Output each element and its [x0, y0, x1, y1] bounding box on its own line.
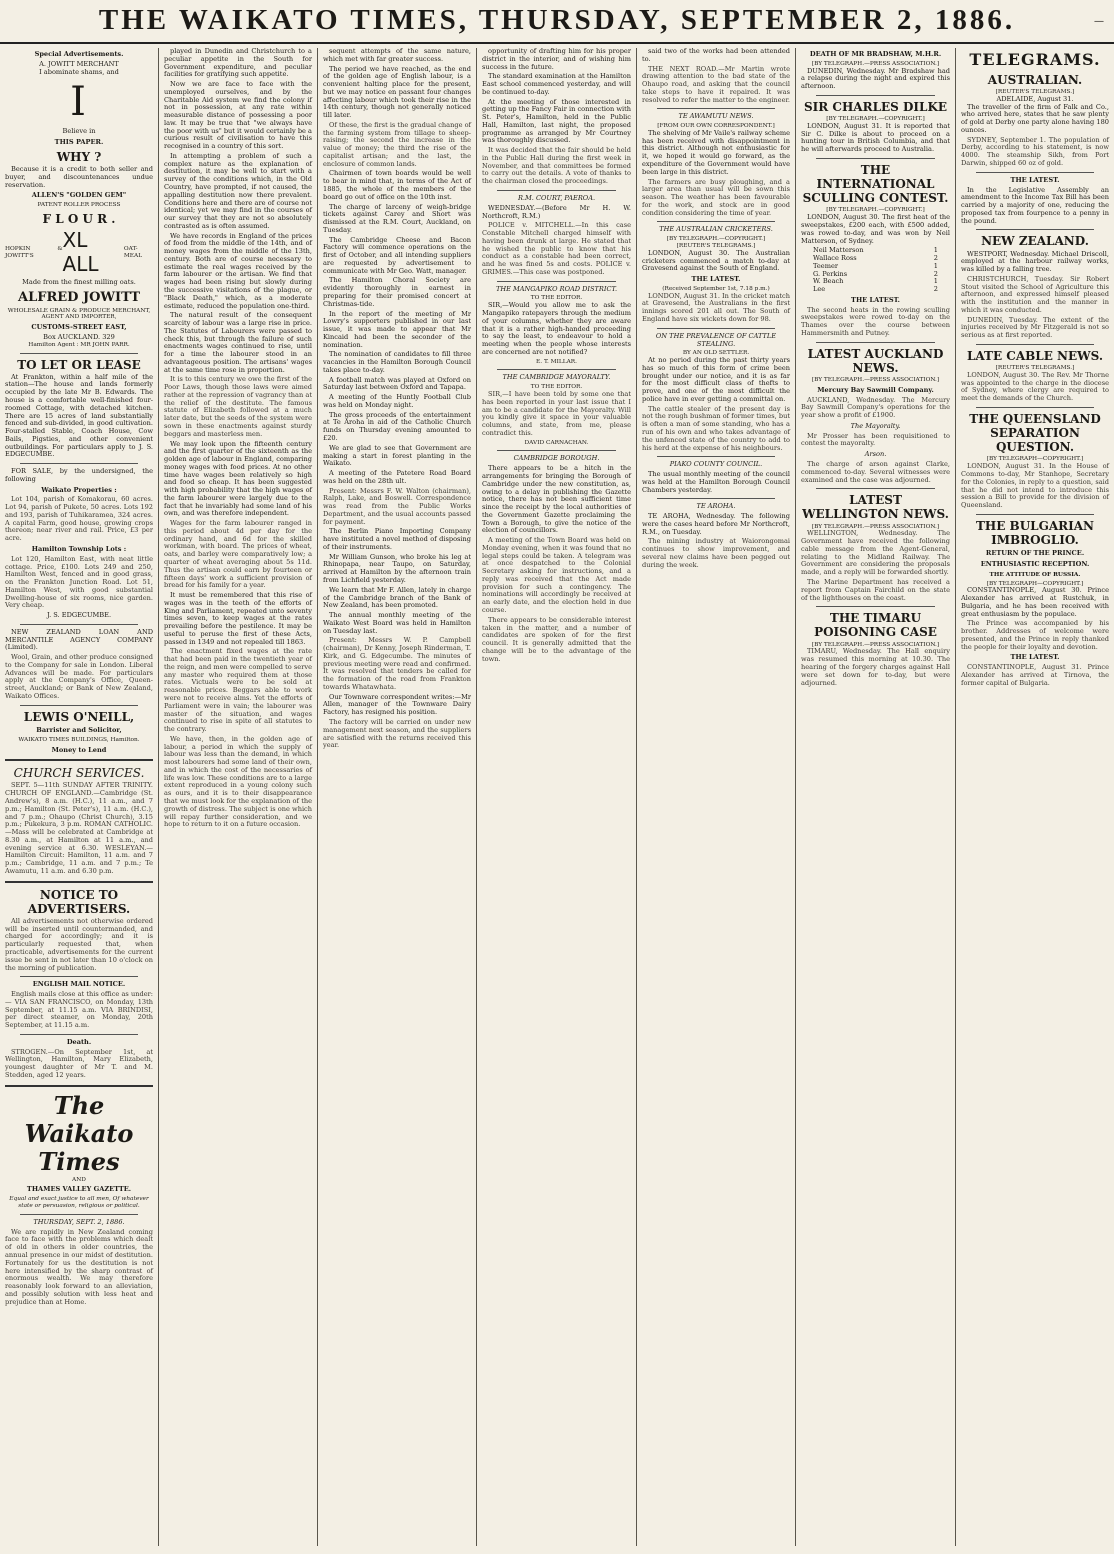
heat-results: [801, 247, 950, 294]
timaru-heading: THE TIMARU POISONING CASE: [814, 611, 937, 640]
thames-valley: THAMES VALLEY GAZETTE.: [26, 1185, 132, 1194]
to-let-body: At Frankton, within a half mile of the station—The house and lands formerly occupied by the late Mr B. Edwards. The house is a comfortable well-finished four-roomed Cottage, with detached kitchen. There are 15 acres of land substantially fenced and sub-divided, in good cultivation. Four-stalled Stable, Coach House, Cow Bails, Pigsties, and other convenient outbuildings. For particulars apply to J. S. EDGECUMBE.: [5, 372, 153, 459]
latest-heading: THE LATEST.: [851, 295, 900, 304]
press-association-2: [BY TELEGRAPH.—PRESS ASSOCIATION.]: [811, 377, 940, 384]
believe-in: Believe in: [62, 127, 96, 136]
why-heading: WHY ?: [56, 150, 102, 165]
money-to-lend: Money to Lend: [51, 745, 107, 754]
latest-heading-2: THE LATEST.: [1010, 653, 1060, 662]
news-berlin: The Berlin Piano Importing Company have instituted a novel method of disposing of their instruments.: [323, 527, 471, 551]
col4-lead: opportunity of drafting him for his proper district in the interior, and of wishing him success in the future.: [482, 48, 631, 71]
sculling-body: LONDON, August 30. The first heat of the sweepstakes, £200 each, with £500 added, was rowed to-day, and was won by Neil Matterson, of Sydney.: [801, 213, 950, 245]
wholesale: WHOLESALE GRAIN & PRODUCE MERCHANT,: [7, 307, 151, 314]
editorial-para-f: It must be remembered that this rise of wages was in the teeth of the efforts of King and Parliament, repeated unto seventy times seven, to keep wages at the rates prevailing before the pestilence. It may be useful to peruse the first of these Acts, passed in 1349 and not repealed till 1863.: [164, 591, 312, 646]
news-charge: The charge of larceny of weigh-bridge tickets against Carey and Short was dismissed at the R.M. Court, Auckland, on Tuesday.: [323, 202, 471, 234]
reuters-line: [REUTER'S TELEGRAMS.]: [676, 242, 756, 249]
mayoralty-heading: The Mayoralty.: [850, 421, 901, 430]
new-zealand-body: WESTPORT, Wednesday. Michael Driscoll, employed at the harbour railway works, was killed by a falling tree.: [961, 249, 1109, 274]
patent-roller: PATENT ROLLER PROCESS: [37, 202, 121, 209]
cricketers-heading: THE AUSTRALIAN CRICKETERS.: [659, 225, 773, 234]
sculler-position: 1: [933, 277, 938, 286]
divider: [657, 456, 775, 457]
reuters-1: [REUTER'S TELEGRAMS.]: [995, 89, 1075, 96]
divider: [976, 514, 1094, 515]
editorial-para-d: The natural result of the consequent scarcity of labour was a large rise in price. The Statutes of Labourers were passed to check this, but through the failure of such enactments wages continued to rise, until for a time the labourer stood in an advantageous position. The artisans' wages at the same time rose in proportion.: [164, 311, 312, 374]
divider: [976, 407, 1094, 408]
flag-and: AND: [72, 1176, 86, 1183]
news-football: A football match was played at Oxford on Saturday last between Oxford and Tapapa.: [323, 375, 471, 392]
sculler-position: 1: [933, 246, 938, 255]
sculling-heading: THE INTERNATIONAL SCULLING CONTEST.: [802, 162, 949, 206]
piako-heading: PIAKO COUNTY COUNCIL.: [669, 460, 763, 469]
sculler-name: G. Perkins: [813, 269, 848, 278]
prevalence-heading: ON THE PREVALENCE OF CATTLE STEALING.: [655, 331, 777, 348]
press-association-3: [BY TELEGRAPH.—PRESS ASSOCIATION.]: [811, 523, 940, 530]
double-divider: [5, 881, 153, 883]
copyright-4: [BY TELEGRAPH—COPYRIGHT.]: [986, 580, 1084, 587]
latest-heading-1: THE LATEST.: [1010, 175, 1060, 184]
reuters-2: [REUTER'S TELEGRAMS.]: [995, 365, 1075, 372]
news-annual: The annual monthly meeting of the Waikato West Board was held in Hamilton on Tuesday last.: [323, 611, 471, 635]
auckland-news-heading: LATEST AUCKLAND NEWS.: [807, 346, 944, 375]
editorial-para-e: We may look upon the fifteenth century and the first quarter of the sixteenth as the golden age of labour in England, comparing money wages with food prices. At no other time have wages been relatively so high and food so cheap. It has been suggested with high probability that the high wages of the farm labourer were largely due to the fact that he invariably had some land of his own, and was therefore independent.: [164, 439, 312, 518]
sculler-name: W. Beach: [813, 277, 844, 286]
divider: [816, 342, 935, 343]
made-from: Made from the finest milling oats.: [22, 278, 136, 287]
xl-left: HOPKIN & JOWITT'S: [5, 245, 63, 259]
column-4-local-news: opportunity of drafting him for his proper district in the interior, and of wishing him success in the future. The standard examination at the Hamilton East school commenced yesterday, and will be continued to-day. At the meeting of those interested in getting up the Fancy Fair in connection with St. Peter's, Hamilton, held in the Public Hall, Hamilton, last night, the proposed programme as arranged by Mr Courtney was thoroughly discussed. It was decided that the fair should be held in the Public Hall during the first week in November, and that committees be formed to carry out the details. A vote of thanks to the chairman closed the proceedings. R.M. COURT, PAEROA. WEDNESDAY.—(Before Mr H. W. Northcroft, R.M.) POLICE v. MITCHELL.—In this case Constable Mitchell charged himself with having been drunk at large. He stated that he wished the public to know that his conduct as a constable had been correct, and he was fined 5s and costs. POLICE v. GRIMES.—This case was postponed. THE MANGAPIKO ROAD DISTRICT. TO THE EDITOR. SIR,—Would you allow me to ask the Mangapiko ratepayers through the medium of your columns, whether they are aware that it is a rather high-handed proceeding to say the least, to endeavour to hold a meeting when the people whose interests are concerned are not notified? E. T. MILLAR. THE CAMBRIDGE MAYORALTY. TO THE EDITOR. SIR,—I have been told by some one that has been reported in your last issue that I am to be a candidate for the Mayoralty. Will you kindly give it space in your valuable columns, and state, from me, please contradict this. DAVID CARNACHAN. CAMBRIDGE BOROUGH. There appears to be a hitch in the arrangements for bringing the Borough of Cambridge under the new constitution, as, owing to a delay in publishing the Gazette notice, there has not been sufficient time since the receipt by the local authorities of the Government Gazette proclaiming the Town a Borough, to give the notice of the election of councillors. A meeting of the Town Board was held on Monday evening, when it was found that no legal steps could be taken. A telegram was at once despatched to the Colonial Secretary asking for instructions, and a reply was received that the Act made provision for such a contingency. The nominations will accordingly be received at an early date, and the election held in due course. There appears to be considerable interest taken in the matter, and a number of candidates are spoken of for the first council. It is generally admitted that the change will be to the advantage of the town.: [482, 48, 631, 663]
prevalence-body: At no period during the past thirty years has so much of this form of crime been brought under our notice, and it is as far for the most difficult class of thefts to prove, and one of the most difficult the police have in ever getting a committal on.: [642, 356, 790, 403]
mercury-heading: Mercury Bay Sawmill Company.: [817, 385, 934, 394]
news-forest: We are glad to see that Government are making a start in forest planting in the Waikato.: [323, 443, 471, 468]
col3-lead: sequent attempts of the same nature, which met with far greater success.: [323, 48, 471, 63]
this-paper: THIS PAPER.: [54, 138, 104, 147]
special-ads-heading: Special Advertisements.: [34, 50, 124, 58]
grain-intro: Because it is a credit to both seller and buyer, and discountenances undue reservation.: [5, 165, 153, 189]
for-sale: FOR SALE, by the undersigned, the following: [5, 467, 153, 483]
agent-importer: AGENT AND IMPORTER,: [41, 314, 117, 321]
heat-result-row: [813, 286, 938, 294]
editorial-para-b: In attempting a problem of such a complex nature as the explanation of destitution, it may be well to start with a survey of the conditions which, in the Old Country, have prompted, if not caused, the appalling destitution now there prevalent. Conditions here and there are of course not identical; yet we may find in the courses of our survey that they are not so absolutely contrasted as is often assumed.: [164, 151, 312, 230]
news-gross: The gross proceeds of the entertainment at Te Aroha in aid of the Catholic Church funds on Thursday evening amounted to £20.: [323, 410, 471, 442]
masthead-title: THE WAIKATO TIMES, THURSDAY, SEPTEMBER 2, 1886.: [98, 4, 1016, 36]
enthusiastic-reception: ENTHUSIASTIC RECEPTION.: [980, 559, 1090, 568]
news-patetere: A meeting of the Patetere Road Board was held on the 28th ult.: [323, 469, 471, 485]
death-heading: Death.: [66, 1037, 92, 1046]
copyright-3: [BY TELEGRAPH—COPYRIGHT.]: [986, 456, 1084, 463]
dilke-body: LONDON, August 31. It is reported that Sir C. Dilke is about to proceed on a hunting tour in British Columbia, and that he will afterwards proceed to Australia.: [801, 121, 950, 154]
adelaide-dateline: ADELAIDE, August 31.: [996, 94, 1074, 103]
old-settler: BY AN OLD SETTLER.: [682, 350, 750, 357]
bradshaw-body: DUNEDIN, Wednesday. Mr Bradshaw had a relapse during the night and expired this afternoon.: [801, 66, 950, 91]
sculler-name: Wallace Ross: [813, 254, 857, 263]
cricket-body: LONDON, August 30. The Australian cricketers commenced a match to-day at Gravesend against the South of England.: [642, 248, 790, 273]
news-allen: We learn that Mr F. Allen, lately in charge of the Cambridge branch of the Bank of New Zealand, has been promoted.: [323, 585, 471, 610]
column-3-local-news: sequent attempts of the same nature, which met with far greater success. The period we have reached, as the end of the golden age of English labour, is a convenient halting place for the present, but we may notice en passant four changes affecting labour which took their rise in the 14th century, though not generally noticed till later. Of these, the first is the gradual change of the farming system from tillage to sheep-raising; the second the increase in the value of money; the third the rise of the capitalist artisan; and the last, the enclosure of common lands. Chairmen of town boards would be well to bear in mind that, in terms of the Act of 1885, the whole of the members of the board go out of office on the 10th inst. The charge of larceny of weigh-bridge tickets against Carey and Short was dismissed at the R.M. Court, Auckland, on Tuesday. The Cambridge Cheese and Bacon Factory will commence operations on the first of October, and all intending suppliers are requested by advertisement to communicate with Mr Geo. Watt, manager. The Hamilton Choral Society are evidently thoroughly in earnest in preparing for their promised concert at Christmas-tide. In the report of the meeting of Mr Lowry's supporters published in our last issue, it was made to appear that Mr Kincaid had been the seconder of the nomination. The nomination of candidates to fill three vacancies in the Hamilton Borough Council takes place to-day. A football match was played at Oxford on Saturday last between Oxford and Tapapa. A meeting of the Huntly Football Club was held on Monday night. The gross proceeds of the entertainment at Te Aroha in aid of the Catholic Church funds on Thursday evening amounted to £20. We are glad to see that Government are making a start in forest planting in the Waikato. A meeting of the Patetere Road Board was held on the 28th ult. Present: Messrs F. W. Walton (chairman), Ralph, Lake, and Boswell. Correspondence was read from the Public Works Department, and the usual accounts passed for payment. The Berlin Piano Importing Company have instituted a novel method of disposing of their instruments. Mr William Gunson, who broke his leg at Rhinopapa, near Taupo, on Saturday, arrived at Hamilton by the afternoon train from Lichfield yesterday. We learn that Mr F. Allen, lately in charge of the Cambridge branch of the Bank of New Zealand, has been promoted. The annual monthly meeting of the Waikato West Board was held in Hamilton on Tuesday last. Present: Messrs W. P. Campbell (chairman), Dr Kenny, Joseph Rinderman, T. Kirk, and G. Edgecumbe. The minutes of previous meeting were read and confirmed. It was resolved that tenders be called for the formation of the road from Frankton towards Whatawhata. Our Townware correspondent writes:—Mr Allen, manager of the Townware Dairy Factory, has resigned his position. The factory will be carried on under new management next season, and the suppliers are satisfied with the returns received this year.: [323, 48, 471, 750]
rm-court-heading: R.M. COURT, PAEROA.: [517, 194, 596, 203]
mangapiko-heading: THE MANGAPIKO ROAD DISTRICT.: [495, 284, 618, 293]
divider: [657, 498, 775, 499]
customs-street: CUSTOMS-STREET EAST,: [31, 323, 127, 332]
xl-all-ad: [5, 229, 153, 276]
column-2-editorial: played in Dunedin and Christchurch to a peculiar appetite in the South for Government expenditure, and peculiar facilities for gratifying such appetite. Now we are face to face with the unemployed ourselves, and by the Charitable Aid system we find the colony if not in possession, at any rate within measurable distance of possessing a poor law. It may be true that "we always have the poor with us" but it would certainly be a curious result of civilisation to have this recognised in a country of this sort. In attempting a problem of such a complex nature as the explanation of destitution, it may be well to start with a survey of the conditions which, in the Old Country, have prompted, if not caused, the appalling destitution now there prevalent. Conditions here and there are of course not identical; yet we may find in the courses of our survey that they are not so absolutely contrasted as is often assumed. We have records in England of the prices of food from the middle of the 14th, and of money wages from the middle of the 13th, century. Both are of course necessary to estimate the real wages received by the farm labourer or the artisan. We find that wages had been rising but slowly during the successive visitations of the plague, or "Black Death," which, as a moderate estimate, reduced the population one-third. The natural result of the consequent scarcity of labour was a large rise in price. The Statutes of Labourers were passed to check this, but through the failure of such enactments wages continued to rise, until for a time the labourer stood in an advantageous position. The artisans' wages at the same time rose in proportion. It is to this century we owe the first of the Poor Laws, though those laws were aimed rather at the repression of vagrancy than at the relief of the destitute. The famous statute of Elizabeth followed at a much later date, but the seeds of the system were sown in these enactments against sturdy beggars and masterless men. We may look upon the fifteenth century and the first quarter of the sixteenth as the golden age of labour in England, comparing money wages with food prices. At no other time have wages been relatively so high and food so cheap. It has been suggested with high probability that the high wages of the farm labourer were largely due to the fact that he invariably had some land of his own, and was therefore independent. Wages for the farm labourer ranged in this period about 4d per day for the ordinary hand, and 6d for the skilled workman, with board. The prices of wheat, oats, and barley were comparatively low; a quarter of wheat averaging about 5s 11d. Thus the artisan could earn by fourteen or fifteen days' work a sufficient provision of bread for his family for a year. It must be remembered that this rise of wages was in the teeth of the efforts of King and Parliament, repeated unto seventy times seven, to keep wages at the rates prevailing before the pestilence. It may be useful to peruse the first of these Acts, passed in 1349 and not repealed till 1863. The enactment fixed wages at the rate that had been paid in the twentieth year of the reign, and men were compelled to serve any master who required them at those rates. Victuals were to be sold at reasonable prices. Beggars able to work were not to receive alms. Yet the efforts of Parliament were in vain; the labourer was master of the situation, and wages continued to rise in spite of all statutes to the contrary. We have, then, in the golden age of labour, a period in which the supply of labour was less than the demand, in which most labourers had some land of their own, and in which the cost of the necessaries of life was low. These conditions are to a large extent reproduced in a young colony such as ours, and it is to their disappearance that we must look for the explanation of the growth of distress. The subject is one which will repay further consideration, and we hope to return to it on a future occasion.: [164, 48, 312, 829]
bulgarian-heading: THE BULGARIAN IMBROGLIO.: [975, 518, 1095, 548]
copyright-1: [BY TELEGRAPH.—COPYRIGHT.]: [826, 116, 925, 123]
english-mail-notice: ENGLISH MAIL NOTICE.: [32, 980, 126, 989]
sculler-position: 2: [933, 269, 938, 278]
divider: [497, 190, 616, 191]
sculler-name: Lee: [813, 285, 826, 294]
divider: [816, 606, 935, 607]
box-auckland: Box AUCKLAND. 329: [43, 332, 115, 341]
col3-para-a: The period we have reached, as the end of the golden age of English labour, is a convenient halting place for the present, but we may notice en passant four changes affecting labour which took their rise in the 14th century, though not generally noticed till later.: [323, 64, 471, 120]
divider: [657, 328, 775, 329]
divider: [976, 344, 1094, 345]
double-divider: [5, 1085, 153, 1087]
signature-carnachan: DAVID CARNACHAN.: [524, 439, 589, 446]
column-6-telegraph: DEATH OF MR BRADSHAW, M.H.R. [BY TELEGRAPH.—PRESS ASSOCIATION.] DUNEDIN, Wednesday. Mr Bradshaw had a relapse during the night and expired this afternoon. SIR CHARLES DILKE [BY TELEGRAPH.—COPYRIGHT.] LONDON, August 31. It is reported that Sir C. Dilke is about to proceed on a hunting tour in British Columbia, and that he will afterwards proceed to Australia. THE INTERNATIONAL SCULLING CONTEST. [BY TELEGRAPH.—COPYRIGHT.] LONDON, August 30. The first heat of the sweepstakes, £200 each, with £500 added, was rowed to-day, and was won by Neil Matterson, of Sydney. Neil Matterson 1 Wallace Ross 2 Teemer 1 G. Perkins 2 W. Beach 1 Lee 2 THE LATEST. The second heats in the rowing sculling sweepstakes were rowed to-day on the Thames over the course between Hammersmith and Putney. LATEST AUCKLAND NEWS. [BY TELEGRAPH.—PRESS ASSOCIATION.] Mercury Bay Sawmill Company. AUCKLAND, Wednesday. The Mercury Bay Sawmill Company's operations for the year show a profit of £1900. The Mayoralty. Mr Prosser has been requisitioned to contest the mayoralty. Arson. The charge of arson against Clarke, commenced to-day. Several witnesses were examined and the case was adjourned. LATEST WELLINGTON NEWS. [BY TELEGRAPH.—PRESS ASSOCIATION.] WELLINGTON, Wednesday. The Government have received the following cable message from the Agent-General, relating to the Midland Railway. The Government are considering the proposals made, and a reply will be forwarded shortly. The Marine Department has received a report from Captain Fairchild on the state of the lighthouses on the coast. THE TIMARU POISONING CASE [BY TELEGRAPH.—PRESS ASSOCIATION.] TIMARU, Wednesday. The Hall enquiry was resumed this morning at 10.30. The hearing of the forgery charges against Hall were set down for to-day, but were adjourned.: [801, 50, 950, 687]
motto: Equal and exact justice to all men, Of whatever state or persuasion, religious or political.: [9, 1196, 149, 1210]
masthead: [0, 0, 1114, 44]
divider: [20, 463, 138, 464]
news-huntly-club: A meeting of the Huntly Football Club was held on Monday night.: [323, 393, 471, 409]
news-gunson: Mr William Gunson, who broke his leg at Rhinopapa, near Taupo, on Saturday, arrived at Hamilton by the afternoon train from Lichfield yesterday.: [323, 552, 471, 584]
divider: [20, 1034, 138, 1035]
wellington-news-heading: LATEST WELLINGTON NEWS.: [802, 493, 949, 522]
xl-all: XL ALL: [62, 228, 99, 276]
news-exam: The standard examination at the Hamilton East school commenced yesterday, and will be continued to-day.: [482, 72, 631, 96]
column-7-cable-telegrams: TELEGRAMS. AUSTRALIAN. [REUTER'S TELEGRAMS.] ADELAIDE, August 31. The traveller of the firm of Falk and Co., who arrived here, states that he saw plenty of gold at Derby one party alone having 180 ounces. SYDNEY, September 1. The population of Derby, according to his statement, is now 4000. The steamship Sikh, from Port Darwin, shipped 60 oz of gold. THE LATEST. In the Legislative Assembly an amendment to the Income Tax Bill has been carried by a majority of one, reducing the proposed tax from fourpence to a penny in the pound. NEW ZEALAND. WESTPORT, Wednesday. Michael Driscoll, employed at the harbour railway works, was killed by a falling tree. CHRISTCHURCH, Tuesday. Sir Robert Stout visited the School of Agriculture this afternoon, and expressed himself pleased with the institution and the manner in which it was conducted. DUNEDIN, Tuesday. The extent of the injuries received by Mr Fitzgerald is not so serious as at first reported. LATE CABLE NEWS. [REUTER'S TELEGRAMS.] LONDON, August 30. The Rev. Mr Thorne was appointed to the charge in the diocese of Sydney, where clergy are required to meet the demands of the Church. THE QUEENSLAND SEPARATION QUESTION. [BY TELEGRAPH—COPYRIGHT.] LONDON, August 31. In the House of Commons to-day, Mr Stanhope, Secretary for the Colonies, in reply to a question, said that he did not intend to introduce this session a Bill to provide for the division of Queensland. THE BULGARIAN IMBROGLIO. RETURN OF THE PRINCE. ENTHUSIASTIC RECEPTION. THE ATTITUDE OF RUSSIA. [BY TELEGRAPH—COPYRIGHT.] CONSTANTINOPLE, August 30. Prince Alexander has arrived at Rustchuk, in Bulgaria, and he has been received with great enthusiasm by the populace. The Prince was accompanied by his brother. Addresses of welcome were presented, and the Prince in reply thanked the people for their loyalty and devotion. THE LATEST. CONSTANTINOPLE, August 31. Prince Alexander has arrived at Tirnova, the former capital of Bulgaria.: [961, 50, 1109, 687]
divider: [657, 108, 775, 109]
divider: [20, 705, 138, 706]
heat-result-row: [813, 278, 938, 286]
sculler-position: 2: [933, 285, 938, 294]
telegrams-heading: TELEGRAMS.: [969, 50, 1101, 69]
divider: [20, 353, 138, 354]
hamilton-township: Hamilton Township Lots :: [31, 544, 127, 553]
editorial-para-c: We have records in England of the prices of food from the middle of the 14th, and of money wages from the middle of the 13th, century. Both are of course necessary to estimate the real wages received by the farm labourer or the artisan. We find that wages had been rising but slowly during the successive visitations of the plague, or "Black Death," which, as a moderate estimate, reduced the population one-third.: [164, 231, 312, 310]
signature-millar: E. T. MILLAR.: [536, 358, 577, 365]
late-cable-heading: LATE CABLE NEWS.: [966, 348, 1104, 363]
sculler-name: Teemer: [813, 261, 838, 270]
divider: [20, 624, 138, 625]
news-townware: Our Townware correspondent writes:—Mr Allen, manager of the Townware Dairy Factory, has resigned his position.: [323, 692, 471, 717]
notice-advertisers: NOTICE TO ADVERTISERS.: [27, 887, 131, 916]
piako-body: The usual monthly meeting of the council was held at the Hamilton Borough Council Chambers yesterday.: [642, 470, 790, 494]
latest-body: In the Legislative Assembly an amendment to the Income Tax Bill has been carried by a majority of one, reducing the proposed tax from fourpence to a penny in the pound.: [961, 185, 1109, 225]
news-report: In the report of the meeting of Mr Lowry's supporters published in our last issue, it was made to appear that Mr Kincaid had been the seconder of the nomination.: [323, 309, 471, 349]
news-cambridge-cheese: The Cambridge Cheese and Bacon Factory will commence operations on the first of October, and all intending suppliers are requested by advertisement to communicate with Mr Geo. Watt, manager.: [323, 235, 471, 275]
big-i-letter: I: [70, 79, 88, 126]
divider: [816, 488, 935, 489]
church-heading: CHURCH SERVICES.: [13, 766, 145, 781]
te-aroha-body: TE AROHA, Wednesday. The following were the cases heard before Mr Northcroft, R.M., on Tuesday.: [642, 512, 790, 536]
waikato-properties: Waikato Properties :: [41, 485, 117, 494]
mangapiko-letter: SIR,—Would you allow me to ask the Mangapiko ratepayers through the medium of your columns, whether they are aware that it is a rather high-handed proceeding to say the least, to endeavour to hold a meeting when the people whose interests are concerned are not notified?: [482, 301, 631, 356]
col5-lead: said two of the works had been attended to.: [642, 48, 790, 63]
column-5-district-news: said two of the works had been attended to. THE NEXT ROAD.—Mr Martin wrote drawing attention to the bad state of the Ohaupo road, and asking that the council take steps to have it repaired. It was resolved to refer the matter to the engineer. TE AWAMUTU NEWS. [FROM OUR OWN CORRESPONDENT.] The shelving of Mr Vaile's railway scheme has been received with disappointment in this district. Although not enthusiastic for it, we hoped it would go forward, as the expenditure of the Government would have been large in this district. The farmers are busy ploughing, and a larger area than usual will be sown this season. The weather has been favourable for the work, and stock are in good condition considering the time of year. THE AUSTRALIAN CRICKETERS. [BY TELEGRAPH.—COPYRIGHT.] [REUTER'S TELEGRAMS.] LONDON, August 30. The Australian cricketers commenced a match to-day at Gravesend against the South of England. THE LATEST. (Received September 1st, 7.18 p.m.) LONDON, August 31. In the cricket match at Gravesend, the Australians in the first innings scored 201 all out. The South of England have six wickets down for 98. ON THE PREVALENCE OF CATTLE STEALING. BY AN OLD SETTLER. At no period during the past thirty years has so much of this form of crime been brought under our notice, and it is as far for the most difficult class of thefts to prove, and one of the most difficult the police have in ever getting a committal on. The cattle stealer of the present day is not the rough bushman of former times, but is often a man of some standing, who has a run of his own and who takes advantage of the unfenced state of the country to add to his herd at the expense of his neighbours. PIAKO COUNTY COUNCIL. The usual monthly meeting of the council was held at the Hamilton Borough Council Chambers yesterday. TE AROHA. TE AROHA, Wednesday. The following were the cases heard before Mr Northcroft, R.M., on Tuesday. The mining industry at Waiorongomai continues to show improvement, and several new claims have been pegged out during the week.: [642, 48, 791, 569]
te-awamutu-heading: TE AWAMUTU NEWS.: [678, 112, 754, 121]
golden-gem: ALLEN'S "GOLDEN GEM": [31, 191, 127, 200]
news-fancy-fair: At the meeting of those interested in getting up the Fancy Fair in connection with St. Peter's, Hamilton, held in the Public Hall, Hamilton, last night, the proposed programme as arranged by Mr Courtney was thoroughly discussed.: [482, 97, 631, 145]
oneill-name: LEWIS O'NEILL,: [23, 709, 135, 724]
xl-right: OAT-MEAL: [123, 245, 143, 259]
to-let-heading: TO LET OR LEASE: [17, 357, 141, 372]
edgecumbe-signature: J. S. EDGECUMBE.: [46, 611, 112, 620]
news-nomination: The nomination of candidates to fill three vacancies in the Hamilton Borough Council takes place to-day.: [323, 350, 471, 374]
oneill-address: WAIKATO TIMES BUILDINGS, Hamilton.: [18, 736, 140, 743]
divider: [497, 369, 616, 370]
te-awamutu-body: The shelving of Mr Vaile's railway scheme has been received with disappointment in this district. Although not enthusiastic for it, we hoped it would go forward, as the expenditure of the Government would have been large in this district.: [642, 128, 790, 176]
copyright-2: [BY TELEGRAPH.—COPYRIGHT.]: [826, 207, 925, 214]
column-1-advertisements: Special Advertisements. A. JOWITT MERCHANT I abominate shams, and I Believe in THIS PAPER. WHY ? Because it is a credit to both seller and buyer, and discountenances undue reservation. ALLEN'S "GOLDEN GEM" PATENT ROLLER PROCESS F L O U R . HOPKIN & JOWITT'S XL ALL OAT-MEAL Made from the finest milling oats. ALFRED JOWITT WHOLESALE GRAIN & PRODUCE MERCHANT, AGENT AND IMPORTER, CUSTOMS-STREET EAST, Box AUCKLAND. 329 Hamilton Agent : MR JOHN PARR. TO LET OR LEASE At Frankton, within a half mile of the station—The house and lands formerly occupied by the late Mr B. Edwards. The house is a comfortable well-finished four-roomed Cottage, with detached kitchen. There are 15 acres of land substantially fenced and sub-divided, in good cultivation. Four-stalled Stable, Coach House, Cow Bails, Pigsties, and other convenient outbuildings. For particulars apply to J. S. EDGECUMBE. FOR SALE, by the undersigned, the following Waikato Properties : Lot 104, parish of Komakorau, 60 acres. Lot 94, parish of Pukete, 50 acres. Lots 192 and 193, parish of Tuhikaramea, 324 acres. A capital Farm, good house, growing crops thereon; near river and rail. Price, £3 per acre. Hamilton Township Lots : Lot 120, Hamilton East, with neat little cottage. Price, £100. Lots 249 and 250, Hamilton West, fenced and in good grass, on the Frankton Junction Road. Lot 51, Hamilton West, with good substantial Dwelling-house of six rooms, nice garden. Very cheap. J. S. EDGECUMBE. NEW ZEALAND LOAN AND MERCANTILE AGENCY COMPANY (Limited). Wool, Grain, and other produce consigned to the Company for sale in London. Liberal Advances will be made. For particulars apply at the Company's Office, Queen-street, Auckland; or Bank of New Zealand, Waikato Offices. LEWIS O'NEILL, Barrister and Solicitor, WAIKATO TIMES BUILDINGS, Hamilton. Money to Lend CHURCH SERVICES. SEPT. 5—11th SUNDAY AFTER TRINITY. CHURCH OF ENGLAND.—Cambridge (St. Andrew's), 8 a.m. (H.C.), 11 a.m., and 7 p.m.; Hamilton (St. Peter's), 11 a.m. (H.C.), and 7 p.m.; Ohaupo (Christ Church), 3.15 p.m.; Pukekura, 3 p.m. ROMAN CATHOLIC.—Mass will be celebrated at Cambridge at 8.30 a.m., at Hamilton at 11 a.m., and evening service at 6.30. WESLEYAN.—Hamilton Circuit: Hamilton, 11 a.m. and 7 p.m.; Cambridge, 11 a.m. and 7 p.m.; Te Awamutu, 11 a.m. and 6.30 p.m. NOTICE TO ADVERTISERS. All advertisements not otherwise ordered will be inserted until countermanded, and charged for accordingly; and it is particularly requested that, when practicable, advertisements for the current issue be sent in not later than 10 o'clock on the morning of publication. ENGLISH MAIL NOTICE. English mails close at this office as under:— VIA SAN FRANCISCO, on Monday, 13th September, at 11.15 a.m. VIA BRINDISI, per direct steamer, on Monday, 20th September, at 11.15 a.m. Death. STROGEN.—On September 1st, at Wellington, Hamilton, Mary Elizabeth, youngest daughter of Mr T. and M. Stedden, aged 12 years. The Waikato Times AND THAMES VALLEY GAZETTE. Equal and exact justice to all men, Of whatever state or persuasion, religious or political. THURSDAY, SEPT. 2, 1886. We are rapidly in New Zealand coming face to face with the problems which dealt of old in others in older countries, the annual presence in our midst of destitution. Fortunately for us the destitution is not here intensified by the sharp contrast of enormous wealth. We may therefore reasonably look forward to an alleviation, and possibly solution with less heat and prejudice than at Home.: [5, 50, 153, 1306]
sculler-position: 1: [933, 261, 938, 270]
to-editor-2: TO THE EDITOR.: [530, 384, 583, 391]
divider: [976, 172, 1094, 173]
newspaper-flag: The Waikato Times: [24, 1090, 134, 1177]
abominate-line: I abominate shams, and: [39, 67, 119, 76]
divider: [816, 95, 935, 96]
divider: [816, 158, 935, 159]
cambridge-borough-body: There appears to be a hitch in the arrangements for bringing the Borough of Cambridge under the new constitution, as, owing to a delay in publishing the Gazette notice, there has not been sufficient time since the receipt by the local authorities of the Government Gazette proclaiming the Town a Borough, to give the notice of the election of councillors.: [482, 464, 631, 535]
flour-heading: F L O U R .: [42, 212, 116, 227]
te-aroha-heading: TE AROHA.: [696, 502, 736, 511]
divider: [497, 450, 616, 451]
divider: [497, 281, 616, 282]
nz-loan-heading: NEW ZEALAND LOAN AND MERCANTILE AGENCY COMPANY (Limited).: [5, 627, 153, 652]
divider: [20, 976, 138, 977]
hamilton-agent: Hamilton Agent : MR JOHN PARR.: [28, 341, 130, 348]
bradshaw-heading: DEATH OF MR BRADSHAW, M.H.R.: [809, 50, 942, 58]
page-mark: —: [1094, 16, 1104, 27]
australian-heading: AUSTRALIAN.: [987, 72, 1083, 87]
editorial-lead: played in Dunedin and Christchurch to a peculiar appetite in the South for Government expenditure, and peculiar facilities for gratifying such appetite.: [164, 48, 312, 79]
dilke-heading: SIR CHARLES DILKE: [803, 99, 948, 114]
news-choral: The Hamilton Choral Society are evidently thoroughly in earnest in preparing for their promised concert at Christmas-tide.: [323, 276, 471, 308]
queensland-heading: THE QUEENSLAND SEPARATION QUESTION.: [969, 411, 1101, 455]
editorial-para-a: Now we are face to face with the unemployed ourselves, and by the Charitable Aid system we find the colony if not in possession, at any rate within measurable distance of possessing a poor law. It may be true that "we always have the poor with us" but it would certainly be a curious result of civilisation to have this recognised in a country of this sort.: [164, 80, 312, 151]
arson-heading: Arson.: [864, 450, 887, 459]
latest-received: (Received September 1st, 7.18 p.m.): [662, 285, 770, 292]
news-chairmen: Chairmen of town boards would be well to bear in mind that, in terms of the Act of 1885, the whole of the members of the board go out of office on the 10th inst.: [323, 169, 471, 201]
cambridge-mayoralty-heading: THE CAMBRIDGE MAYORALTY.: [502, 373, 611, 382]
new-zealand-heading: NEW ZEALAND.: [981, 234, 1089, 249]
sculler-name: Neil Matterson: [813, 246, 864, 255]
latest-heading: THE LATEST.: [691, 275, 741, 284]
jowitt-line: A. JOWITT MERCHANT: [39, 59, 119, 68]
bulgarian-body: CONSTANTINOPLE, August 30. Prince Alexander has arrived at Rustchuk, in Bulgaria, and he has been received with great enthusiasm by the populace.: [961, 586, 1109, 618]
barrister: Barrister and Solicitor,: [36, 725, 122, 734]
return-prince: RETURN OF THE PRINCE.: [985, 549, 1085, 558]
divider: [976, 229, 1094, 230]
press-association-4: [BY TELEGRAPH.—PRESS ASSOCIATION.]: [811, 641, 940, 648]
sculler-position: 2: [933, 254, 938, 263]
to-editor-1: TO THE EDITOR.: [530, 295, 583, 302]
australian-body: The traveller of the firm of Falk and Co., who arrived here, states that he saw plenty of gold at Derby one party alone having 180 ounces.: [961, 102, 1109, 134]
alfred-jowitt: ALFRED JOWITT: [17, 290, 140, 306]
press-association-1: [BY TELEGRAPH.—PRESS ASSOCIATION.]: [811, 60, 940, 67]
issue-dateline: THURSDAY, SEPT. 2, 1886.: [33, 1217, 125, 1226]
own-correspondent: [FROM OUR OWN CORRESPONDENT.]: [657, 123, 775, 130]
divider: [20, 1214, 138, 1215]
cambridge-borough-heading: CAMBRIDGE BOROUGH.: [513, 454, 600, 463]
double-divider: [5, 759, 153, 761]
rm-court-body: WEDNESDAY.—(Before Mr H. W. Northcroft, R.M.): [482, 203, 631, 220]
attitude-russia: THE ATTITUDE OF RUSSIA.: [989, 571, 1081, 578]
divider: [657, 221, 775, 222]
copyright-line: [BY TELEGRAPH.—COPYRIGHT.]: [666, 236, 766, 243]
